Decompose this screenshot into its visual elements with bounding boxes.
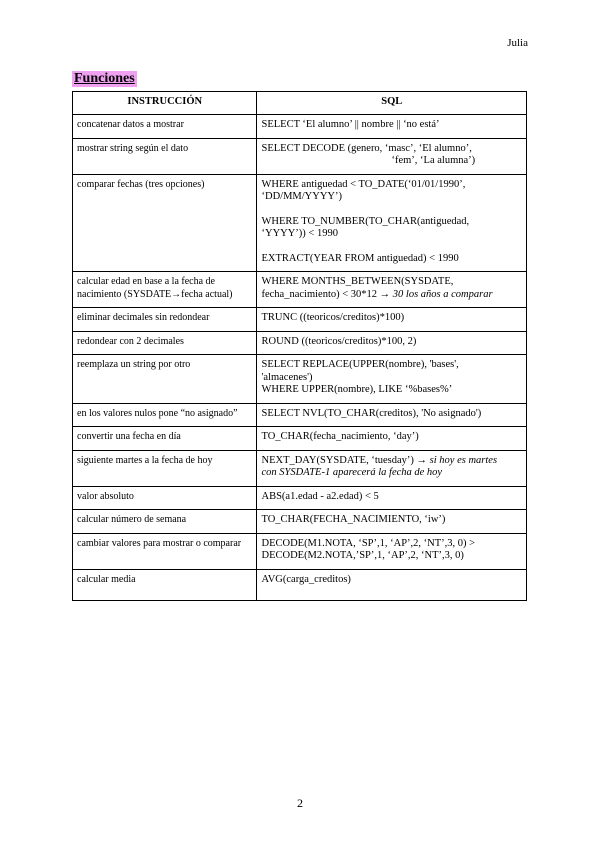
sql-line: WHERE UPPER(nombre), LIKE ‘%bases%’	[261, 384, 453, 395]
column-header-instruccion: INSTRUCCIÓN	[73, 92, 257, 115]
sql-line: ABS(a1.edad - a2.edad) < 5	[261, 490, 379, 502]
sql-line: SELECT DECODE (genero, ‘masc’, ‘El alumno’,	[261, 142, 472, 154]
sql-line	[261, 289, 522, 302]
column-header-sql: SQL	[257, 92, 527, 115]
instruction-cell: comparar fechas (tres opciones)	[73, 174, 257, 272]
sql-line: SELECT ‘El alumno’ || nombre || ‘no está’	[261, 119, 440, 130]
instruction-cell: calcular media	[73, 569, 257, 601]
sql-line: ‘YYYY’)) < 1990	[261, 228, 338, 239]
table-row	[73, 569, 527, 601]
instruction-cell: valor absoluto	[73, 486, 257, 510]
sql-line: DECODE(M1.NOTA, ‘SP’,1, ‘AP’,2, ‘NT’,3, 0) >	[261, 537, 476, 549]
instruction-cell: calcular edad en base a la fecha de nacimiento (SYSDATE→fecha actual)	[73, 272, 257, 308]
table-row	[73, 331, 527, 355]
sql-cell	[257, 174, 527, 272]
sql-line: WHERE antiguedad < TO_DATE(‘01/01/1990’,	[261, 178, 466, 190]
sql-text: fecha_nacimiento) < 30*12 →	[261, 288, 391, 300]
table-row	[73, 510, 527, 534]
instruction-cell: siguiente martes a la fecha de hoy	[73, 450, 257, 486]
sql-cell	[257, 510, 527, 534]
sql-line: SELECT NVL(TO_CHAR(creditos), 'No asignado')	[261, 407, 482, 419]
table-row	[73, 355, 527, 404]
table-row	[73, 115, 527, 139]
header-author: Julia	[507, 37, 528, 49]
page-number: 2	[297, 796, 303, 810]
sql-line: TO_CHAR(fecha_nacimiento, ‘day’)	[261, 431, 419, 442]
table-row	[73, 272, 527, 308]
sql-line: TRUNC ((teoricos/creditos)*100)	[261, 312, 405, 323]
functions-table	[72, 91, 527, 601]
table-row	[73, 174, 527, 272]
sql-cell	[257, 533, 527, 569]
sql-line: WHERE MONTHS_BETWEEN(SYSDATE,	[261, 276, 454, 287]
instruction-cell: concatenar datos a mostrar	[73, 115, 257, 139]
sql-cell	[257, 331, 527, 355]
sql-cell	[257, 486, 527, 510]
instruction-cell: en los valores nulos pone “no asignado”	[73, 403, 257, 427]
table-row	[73, 533, 527, 569]
sql-line: ‘DD/MM/YYYY’)	[261, 191, 342, 202]
table-row	[73, 450, 527, 486]
sql-line: ‘fem’, ‘La alumna’)	[391, 155, 476, 166]
table-row	[73, 308, 527, 332]
sql-comment: con SYSDATE-1 aparecerá la fecha de hoy	[261, 467, 443, 478]
sql-line: DECODE(M2.NOTA,’SP’,1, ‘AP’,2, ‘NT’,3, 0)	[261, 550, 464, 561]
sql-line: AVG(carga_creditos)	[261, 573, 351, 585]
instruction-cell: cambiar valores para mostrar o comparar	[73, 533, 257, 569]
sql-cell	[257, 355, 527, 404]
sql-line: ROUND ((teoricos/creditos)*100, 2)	[261, 335, 417, 347]
sql-cell	[257, 569, 527, 601]
sql-line: 'almacenes')	[261, 371, 313, 383]
sql-comment: 30 los años a comparar	[392, 288, 493, 300]
table-header-row	[73, 92, 527, 115]
table-row	[73, 138, 527, 174]
section-title: Funciones	[74, 71, 135, 86]
sql-cell	[257, 403, 527, 427]
instruction-cell: redondear con 2 decimales	[73, 331, 257, 355]
table-row	[73, 427, 527, 451]
sql-line: SELECT REPLACE(UPPER(nombre), 'bases',	[261, 359, 459, 370]
sql-cell	[257, 450, 527, 486]
instruction-cell: eliminar decimales sin redondear	[73, 308, 257, 332]
sql-line	[261, 455, 522, 468]
sql-cell	[257, 115, 527, 139]
sql-cell	[257, 427, 527, 451]
instruction-cell: convertir una fecha en día	[73, 427, 257, 451]
sql-cell	[257, 138, 527, 174]
sql-line: TO_CHAR(FECHA_NACIMIENTO, ‘iw’)	[261, 514, 446, 525]
sql-text: NEXT_DAY(SYSDATE, ‘tuesday’) →	[261, 454, 428, 466]
table-row	[73, 403, 527, 427]
instruction-cell: calcular número de semana	[73, 510, 257, 534]
table-row	[73, 486, 527, 510]
instruction-cell: mostrar string según el dato	[73, 138, 257, 174]
sql-line: EXTRACT(YEAR FROM antiguedad) < 1990	[261, 252, 459, 264]
sql-cell	[257, 272, 527, 308]
sql-line: WHERE TO_NUMBER(TO_CHAR(antiguedad,	[261, 215, 470, 227]
instruction-cell: reemplaza un string por otro	[73, 355, 257, 404]
sql-comment: si hoy es martes	[429, 454, 498, 466]
sql-cell	[257, 308, 527, 332]
